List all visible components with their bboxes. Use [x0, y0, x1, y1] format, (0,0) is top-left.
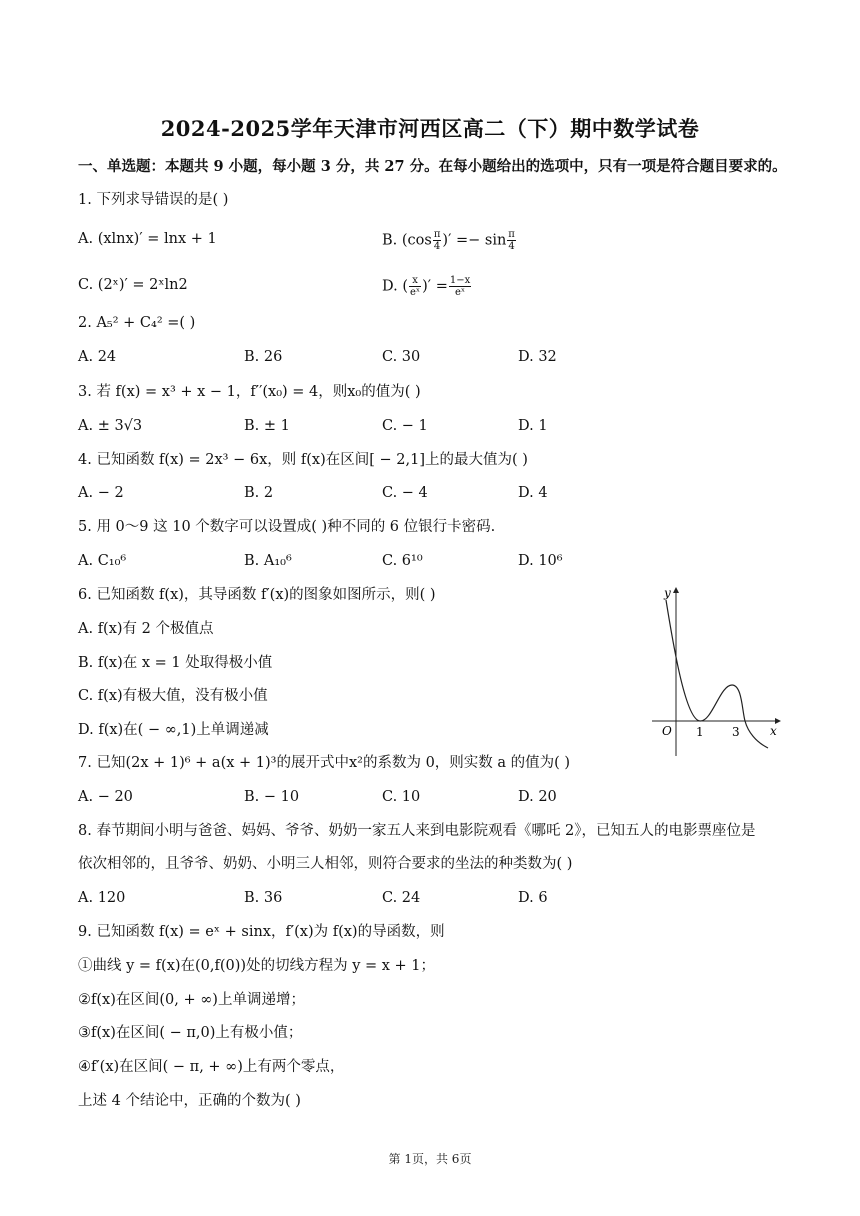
derivative-curve	[666, 600, 768, 748]
q7-option-c: C. 10	[382, 789, 421, 805]
q1-option-a: A. (xlnx)′ = lnx + 1	[78, 231, 217, 247]
q2-option-b: B. 26	[244, 349, 283, 365]
q6-option-d: D. f(x)在( − ∞,1)上单调递减	[78, 722, 269, 738]
q7-option-a: A. − 20	[78, 789, 133, 805]
q4-option-d: D. 4	[518, 485, 548, 501]
q5-option-c: C. 6¹⁰	[382, 553, 423, 569]
derivative-graph	[648, 580, 788, 760]
q1-option-b: B. (cos $\frac{\pi}{4}$ )′ =− sin $\frac{\pi}{4}$	[382, 229, 515, 252]
q5-stem: 5. 用 0～9 这 10 个数字可以设置成( )种不同的 6 位银行卡密码.	[78, 519, 496, 535]
q9-item-3: ③f(x)在区间( − π,0)上有极小值；	[78, 1025, 303, 1041]
q4-stem: 4. 已知函数 f(x) = 2x³ − 6x，则 f(x)在区间[ − 2,1]上的最大值为( )	[78, 452, 528, 468]
q6-stem: 6. 已知函数 f(x)，其导函数 f′(x)的图象如图所示，则( )	[78, 587, 436, 603]
q9-item-2: ②f(x)在区间(0, + ∞)上单调递增；	[78, 992, 305, 1008]
q8-option-c: C. 24	[382, 890, 421, 906]
q8-stem-line2: 依次相邻的，且爷爷、奶奶、小明三人相邻，则符合要求的坐法的种类数为( )	[78, 856, 573, 872]
q5-option-b: B. A₁₀⁶	[244, 553, 292, 569]
q4-option-a: A. − 2	[78, 485, 124, 501]
q7-stem: 7. 已知(2x + 1)⁶ + a(x + 1)³的展开式中x²的系数为 0，则实数 a 的值为( )	[78, 755, 571, 771]
q1-option-d: D. ( $\frac{x}{\text{eˣ}}$ )′ = $\frac{1-x}{\text{eˣ}}$	[382, 275, 471, 298]
origin-label: O	[662, 724, 672, 738]
q4-option-b: B. 2	[244, 485, 274, 501]
page-title: 2024-2025学年天津市河西区高二（下）期中数学试卷	[160, 116, 700, 141]
x-axis-label: x	[770, 724, 777, 738]
q2-stem: 2. A₅² + C₄² =( )	[78, 315, 196, 331]
q3-option-b: B. ± 1	[244, 418, 290, 434]
page-footer: 第 1页，共 6页	[388, 1152, 472, 1166]
q2-option-c: C. 30	[382, 349, 421, 365]
section-heading: 一、单选题：本题共 9 小题，每小题 3 分，共 27 分。在每小题给出的选项中，只有一项是符合题目要求的。	[78, 158, 787, 175]
y-axis-label: y	[664, 586, 671, 600]
q8-option-b: B. 36	[244, 890, 283, 906]
tick-label-3: 3	[732, 725, 740, 739]
q3-option-d: D. 1	[518, 418, 548, 434]
q3-stem: 3. 若 f(x) = x³ + x − 1，f′′(x₀) = 4，则x₀的值为( )	[78, 384, 421, 400]
q7-option-b: B. − 10	[244, 789, 300, 805]
q9-item-1: ①曲线 y = f(x)在(0,f(0))处的切线方程为 y = x + 1；	[78, 958, 436, 974]
q2-option-d: D. 32	[518, 349, 557, 365]
q1-stem: 1. 下列求导错误的是( )	[78, 192, 229, 208]
q3-option-a: A. ± 3√3	[78, 418, 143, 434]
q8-stem-line1: 8. 春节期间小明与爸爸、妈妈、爷爷、奶奶一家五人来到电影院观看《哪吒 2》，已知五人的电影票座位是	[78, 823, 756, 839]
q9-item-4: ④f′(x)在区间( − π, + ∞)上有两个零点，	[78, 1059, 345, 1075]
q7-option-d: D. 20	[518, 789, 557, 805]
q3-option-c: C. − 1	[382, 418, 428, 434]
tick-label-1: 1	[696, 725, 704, 739]
q6-option-b: B. f(x)在 x = 1 处取得极小值	[78, 655, 273, 671]
q9-conclusion: 上述 4 个结论中，正确的个数为( )	[78, 1093, 301, 1109]
q2-option-a: A. 24	[78, 349, 117, 365]
q5-option-a: A. C₁₀⁶	[78, 553, 127, 569]
q5-option-d: D. 10⁶	[518, 553, 563, 569]
q9-stem: 9. 已知函数 f(x) = eˣ + sinx，f′(x)为 f(x)的导函数，则	[78, 924, 445, 940]
q6-option-c: C. f(x)有极大值，没有极小值	[78, 688, 268, 704]
q6-option-a: A. f(x)有 2 个极值点	[78, 621, 214, 637]
q1-option-c: C. (2ˣ)′ = 2ˣln2	[78, 277, 188, 293]
q8-option-a: A. 120	[78, 890, 126, 906]
q8-option-d: D. 6	[518, 890, 548, 906]
q4-option-c: C. − 4	[382, 485, 428, 501]
